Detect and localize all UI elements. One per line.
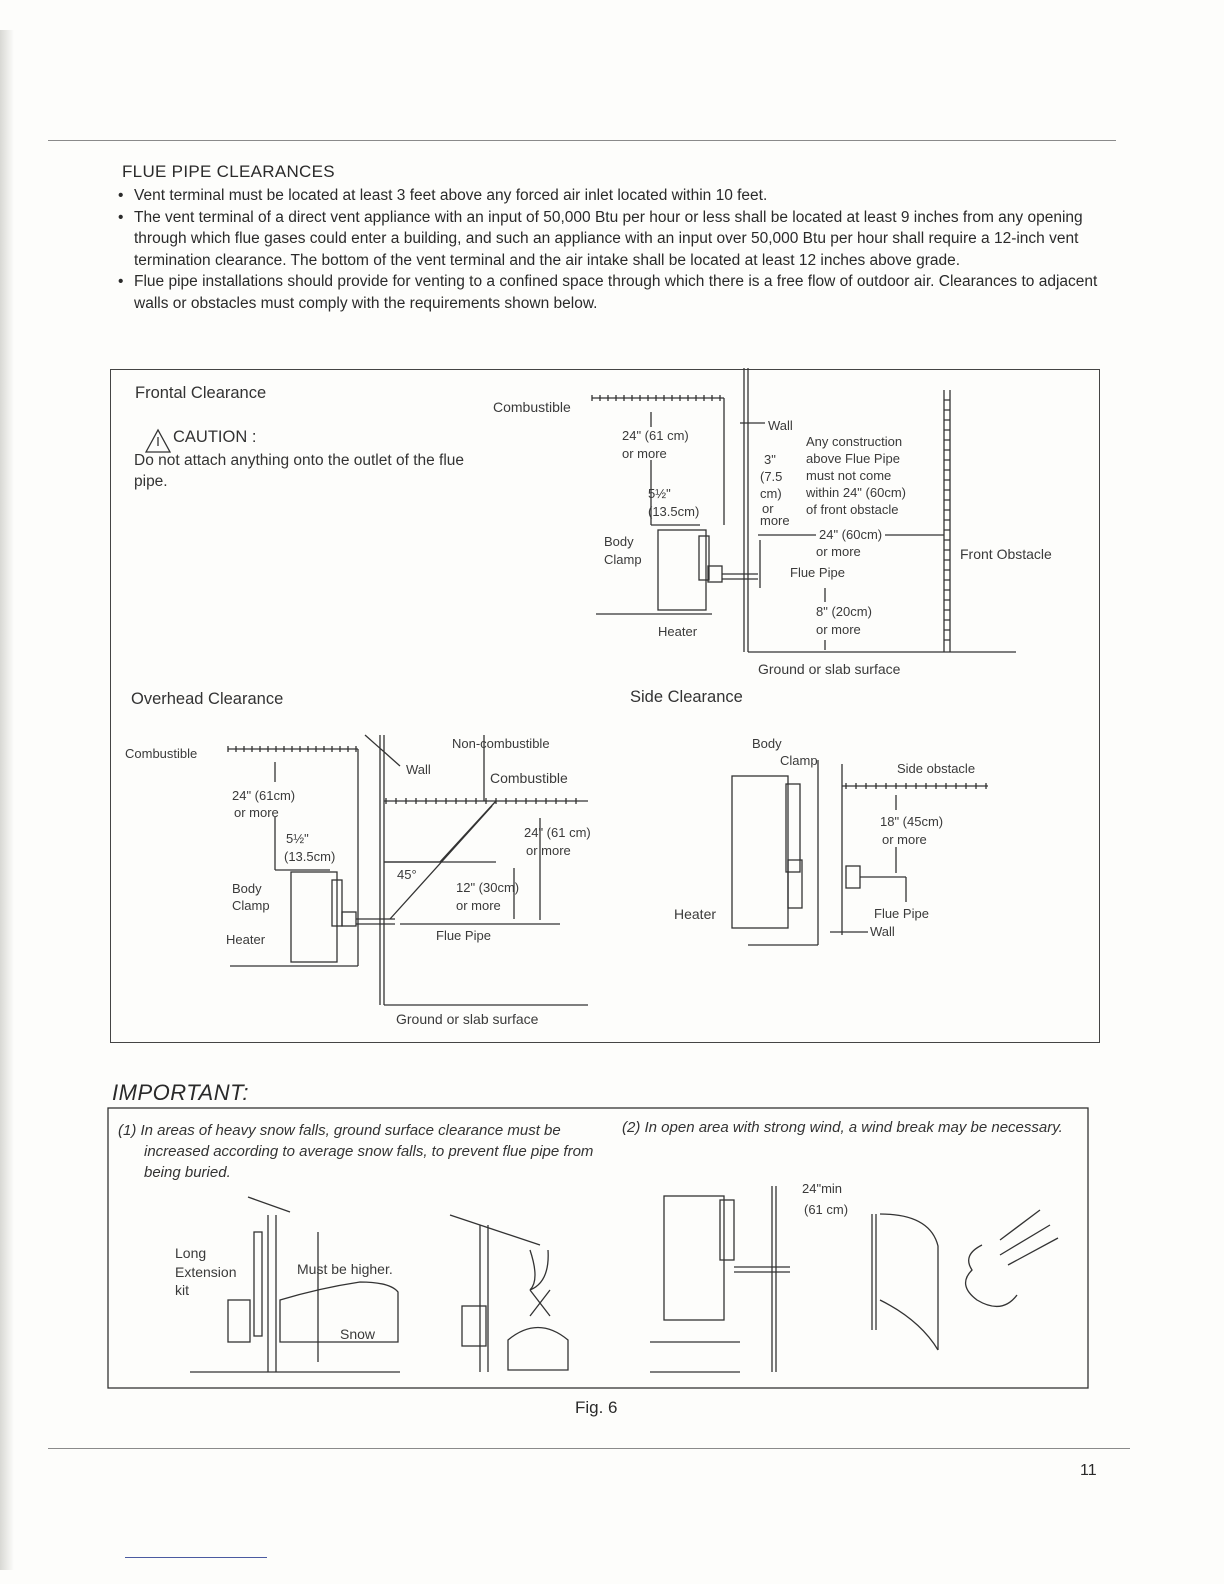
frontal-heater-label: Heater [658, 624, 698, 639]
bullet-item: • The vent terminal of a direct vent appliance with an input of 50,000 Btu per hour or less shall be located at least 9 inches from any opening through which flue gases could enter a building, and such an appliance with an input over 50,000 Btu per hour shall require a 12-inch vent termination clearance. The bottom of the vent terminal and the air intake shall be located at least 12 inches above grade. [118, 207, 1103, 272]
page-number: 11 [1080, 1462, 1097, 1479]
frontal-or-more-3: or more [816, 622, 861, 637]
frontal-wall-label: Wall [768, 418, 793, 433]
construction-line: of front obstacle [806, 502, 899, 517]
frontal-ground-label: Ground or slab surface [758, 661, 901, 677]
side-body-label: Body [752, 736, 782, 751]
overhead-wall-label: Wall [406, 762, 431, 777]
overhead-or-more-b: or more [526, 843, 571, 858]
bottom-rule-gray [48, 1448, 1130, 1449]
section-title: FLUE PIPE CLEARANCES [122, 162, 335, 181]
overhead-clamp-label: Clamp [232, 898, 270, 913]
frontal-body-label: Body [604, 534, 634, 549]
frontal-flue-pipe-label: Flue Pipe [790, 565, 845, 580]
frontal-dim-5-5: 5½" [648, 486, 671, 501]
overhead-combustible: Combustible [125, 746, 198, 761]
side-clearance-title: Side Clearance [630, 688, 743, 706]
construction-line: Any construction [806, 434, 903, 449]
snow-label: Snow [340, 1326, 376, 1342]
overhead-flue-pipe-label: Flue Pipe [436, 928, 491, 943]
figure-caption: Fig. 6 [575, 1398, 618, 1417]
caution-text: Do not attach anything onto the outlet of the flue pipe. [134, 452, 465, 490]
frontal-dim-3-a: 3" [764, 452, 776, 467]
frontal-combustible: Combustible [493, 399, 571, 415]
important-note-1: (1) In areas of heavy snow falls, ground surface clearance must be increased according to average snow falls, to prevent flue pipe from being buried. [118, 1122, 594, 1181]
important-note-2: (2) In open area with strong wind, a wind break may be necessary. [622, 1119, 1063, 1136]
overhead-dim-5-5: 5½" [286, 831, 309, 846]
important-heading: IMPORTANT: [112, 1080, 249, 1105]
side-clamp-label: Clamp [780, 753, 818, 768]
frontal-dim-24-60: 24" (60cm) [816, 527, 885, 542]
overhead-clearance-title: Overhead Clearance [131, 690, 284, 708]
caution-label: CAUTION : [173, 428, 257, 446]
side-obstacle-label: Side obstacle [897, 761, 976, 776]
side-heater-label: Heater [674, 906, 717, 922]
frontal-dim-3-c: cm) [760, 486, 782, 501]
construction-line: above Flue Pipe [806, 451, 900, 466]
must-be-higher-label: Must be higher. [297, 1261, 393, 1277]
overhead-dim-24: 24" (61cm) [232, 788, 296, 803]
frontal-clamp-label: Clamp [604, 552, 642, 567]
overhead-or-more: or more [234, 805, 279, 820]
overhead-body-label: Body [232, 881, 262, 896]
long-ext-label-2: Extension [175, 1264, 237, 1280]
wind-dim-24min: 24"min [802, 1181, 843, 1196]
long-ext-label-1: Long [175, 1245, 207, 1261]
frontal-dim-13-5: (13.5cm) [648, 504, 700, 519]
front-obstacle-label: Front Obstacle [960, 546, 1052, 562]
overhead-or-more-c: or more [456, 898, 501, 913]
side-dim-18: 18" (45cm) [880, 814, 944, 829]
frontal-clearance-title: Frontal Clearance [135, 384, 267, 402]
overhead-angle: 45° [397, 867, 417, 882]
side-or-more: or more [882, 832, 927, 847]
construction-line: must not come [806, 468, 892, 483]
bullet-item: • Flue pipe installations should provide for venting to a confined space through which there is a free flow of outdoor air. Clearances to adjacent walls or obstacles must comply with the requirements shown below. [118, 271, 1103, 314]
side-wall-label: Wall [870, 924, 895, 939]
frontal-dim-3-e: more [760, 513, 790, 528]
frontal-or-more: or more [622, 446, 667, 461]
footer-rule [125, 1557, 267, 1558]
side-flue-pipe-label: Flue Pipe [874, 906, 929, 921]
long-ext-label-3: kit [175, 1282, 189, 1298]
non-combustible-label: Non-combustible [452, 736, 550, 751]
overhead-dim-24-b: 24" (61 cm) [524, 825, 591, 840]
bullet-item: • Vent terminal must be located at least 3 feet above any forced air inlet located within 10 feet. [118, 185, 1103, 207]
overhead-combustible-2: Combustible [490, 770, 568, 786]
overhead-ground-label: Ground or slab surface [396, 1011, 539, 1027]
overhead-heater-label: Heater [226, 932, 266, 947]
frontal-dim-8: 8" (20cm) [816, 604, 872, 619]
frontal-dim-24: 24" (61 cm) [622, 428, 689, 443]
frontal-or-more-2: or more [816, 544, 861, 559]
wind-dim-61: (61 cm) [804, 1202, 849, 1217]
overhead-dim-13-5: (13.5cm) [284, 849, 336, 864]
frontal-dim-3-d: or [762, 501, 774, 516]
overhead-dim-12: 12" (30cm) [456, 880, 520, 895]
frontal-dim-3-b: (7.5 [760, 469, 783, 484]
construction-line: within 24" (60cm) [806, 485, 906, 500]
